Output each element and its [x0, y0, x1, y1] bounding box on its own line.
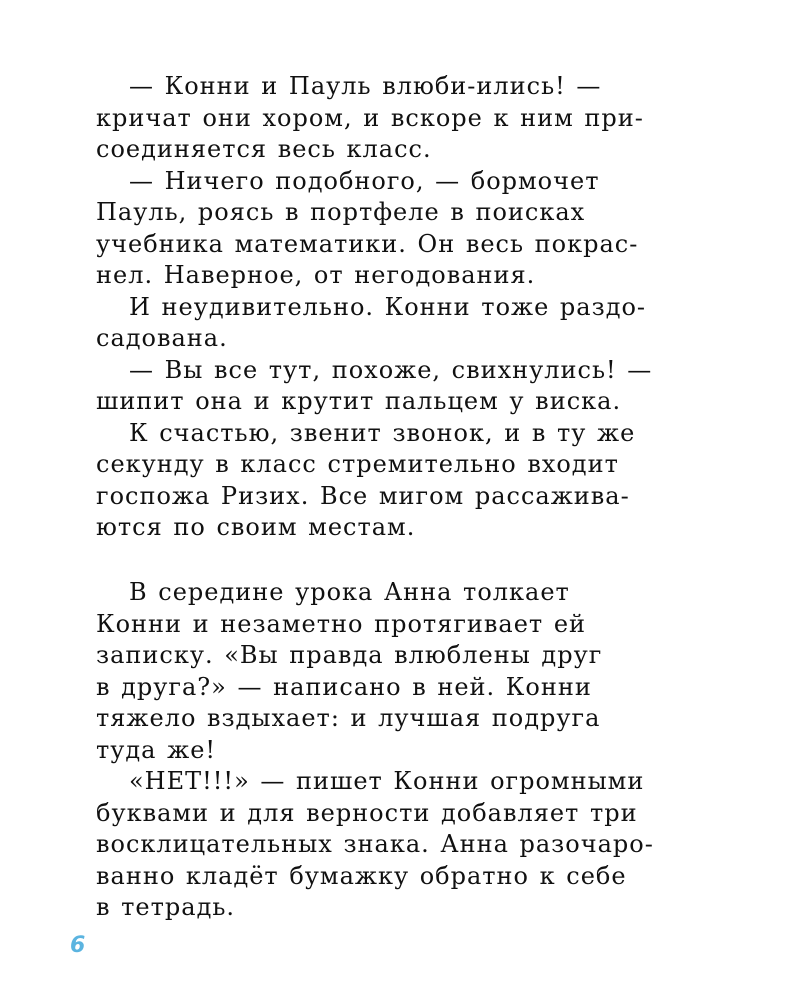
text-line: шипит она и крутит пальцем у виска. [96, 387, 622, 415]
page-number: 6 [70, 933, 86, 958]
text-line: ются по своим местам. [96, 513, 416, 541]
text-line: Пауль, роясь в портфеле в поисках [96, 198, 586, 226]
text-line: — Конни и Пауль влюби-ились! — [129, 72, 602, 100]
text-line: буквами и для верности добавляет три [96, 798, 638, 827]
text-line: кричат они хором, и вскоре к ним при- [96, 103, 644, 132]
text-line: в тетрадь. [96, 893, 236, 921]
text-line: — Ничего подобного, — бормочет [129, 166, 600, 195]
text-line: секунду в класс стремительно входит [96, 450, 619, 478]
text-line: — Вы все тут, похоже, свихнулись! — [129, 355, 653, 384]
text-line: нел. Наверное, от негодования. [96, 261, 536, 289]
text-line: туда же! [96, 735, 217, 764]
text-line: в друга?» — написано в ней. Конни [96, 672, 592, 701]
text-line: восклицательных знака. Анна разочаро- [96, 830, 654, 858]
text-line: В середине урока Анна толкает [129, 578, 570, 606]
text-section-1 [96, 71, 696, 544]
text-line: тяжело вздыхает: и лучшая подруга [96, 704, 601, 732]
text-line: Конни и незаметно протягивает ей [96, 609, 587, 638]
text-line: И неудивительно. Конни тоже раздо- [129, 292, 647, 321]
text-section-2 [96, 577, 696, 924]
text-line: К счастью, звенит звонок, и в ту же [129, 418, 636, 447]
text-line: «НЕТ!!!» — пишет Конни огромными [129, 767, 645, 795]
text-line: госпожа Ризих. Все мигом рассажива- [96, 481, 630, 510]
text-line: записку. «Вы правда влюблены друг [96, 641, 603, 669]
text-line: ванно кладёт бумажку обратно к себе [96, 861, 627, 890]
text-line: соединяется весь класс. [96, 135, 432, 163]
text-line: учебника математики. Он весь покрас- [96, 229, 639, 258]
text-line: садована. [96, 324, 228, 352]
